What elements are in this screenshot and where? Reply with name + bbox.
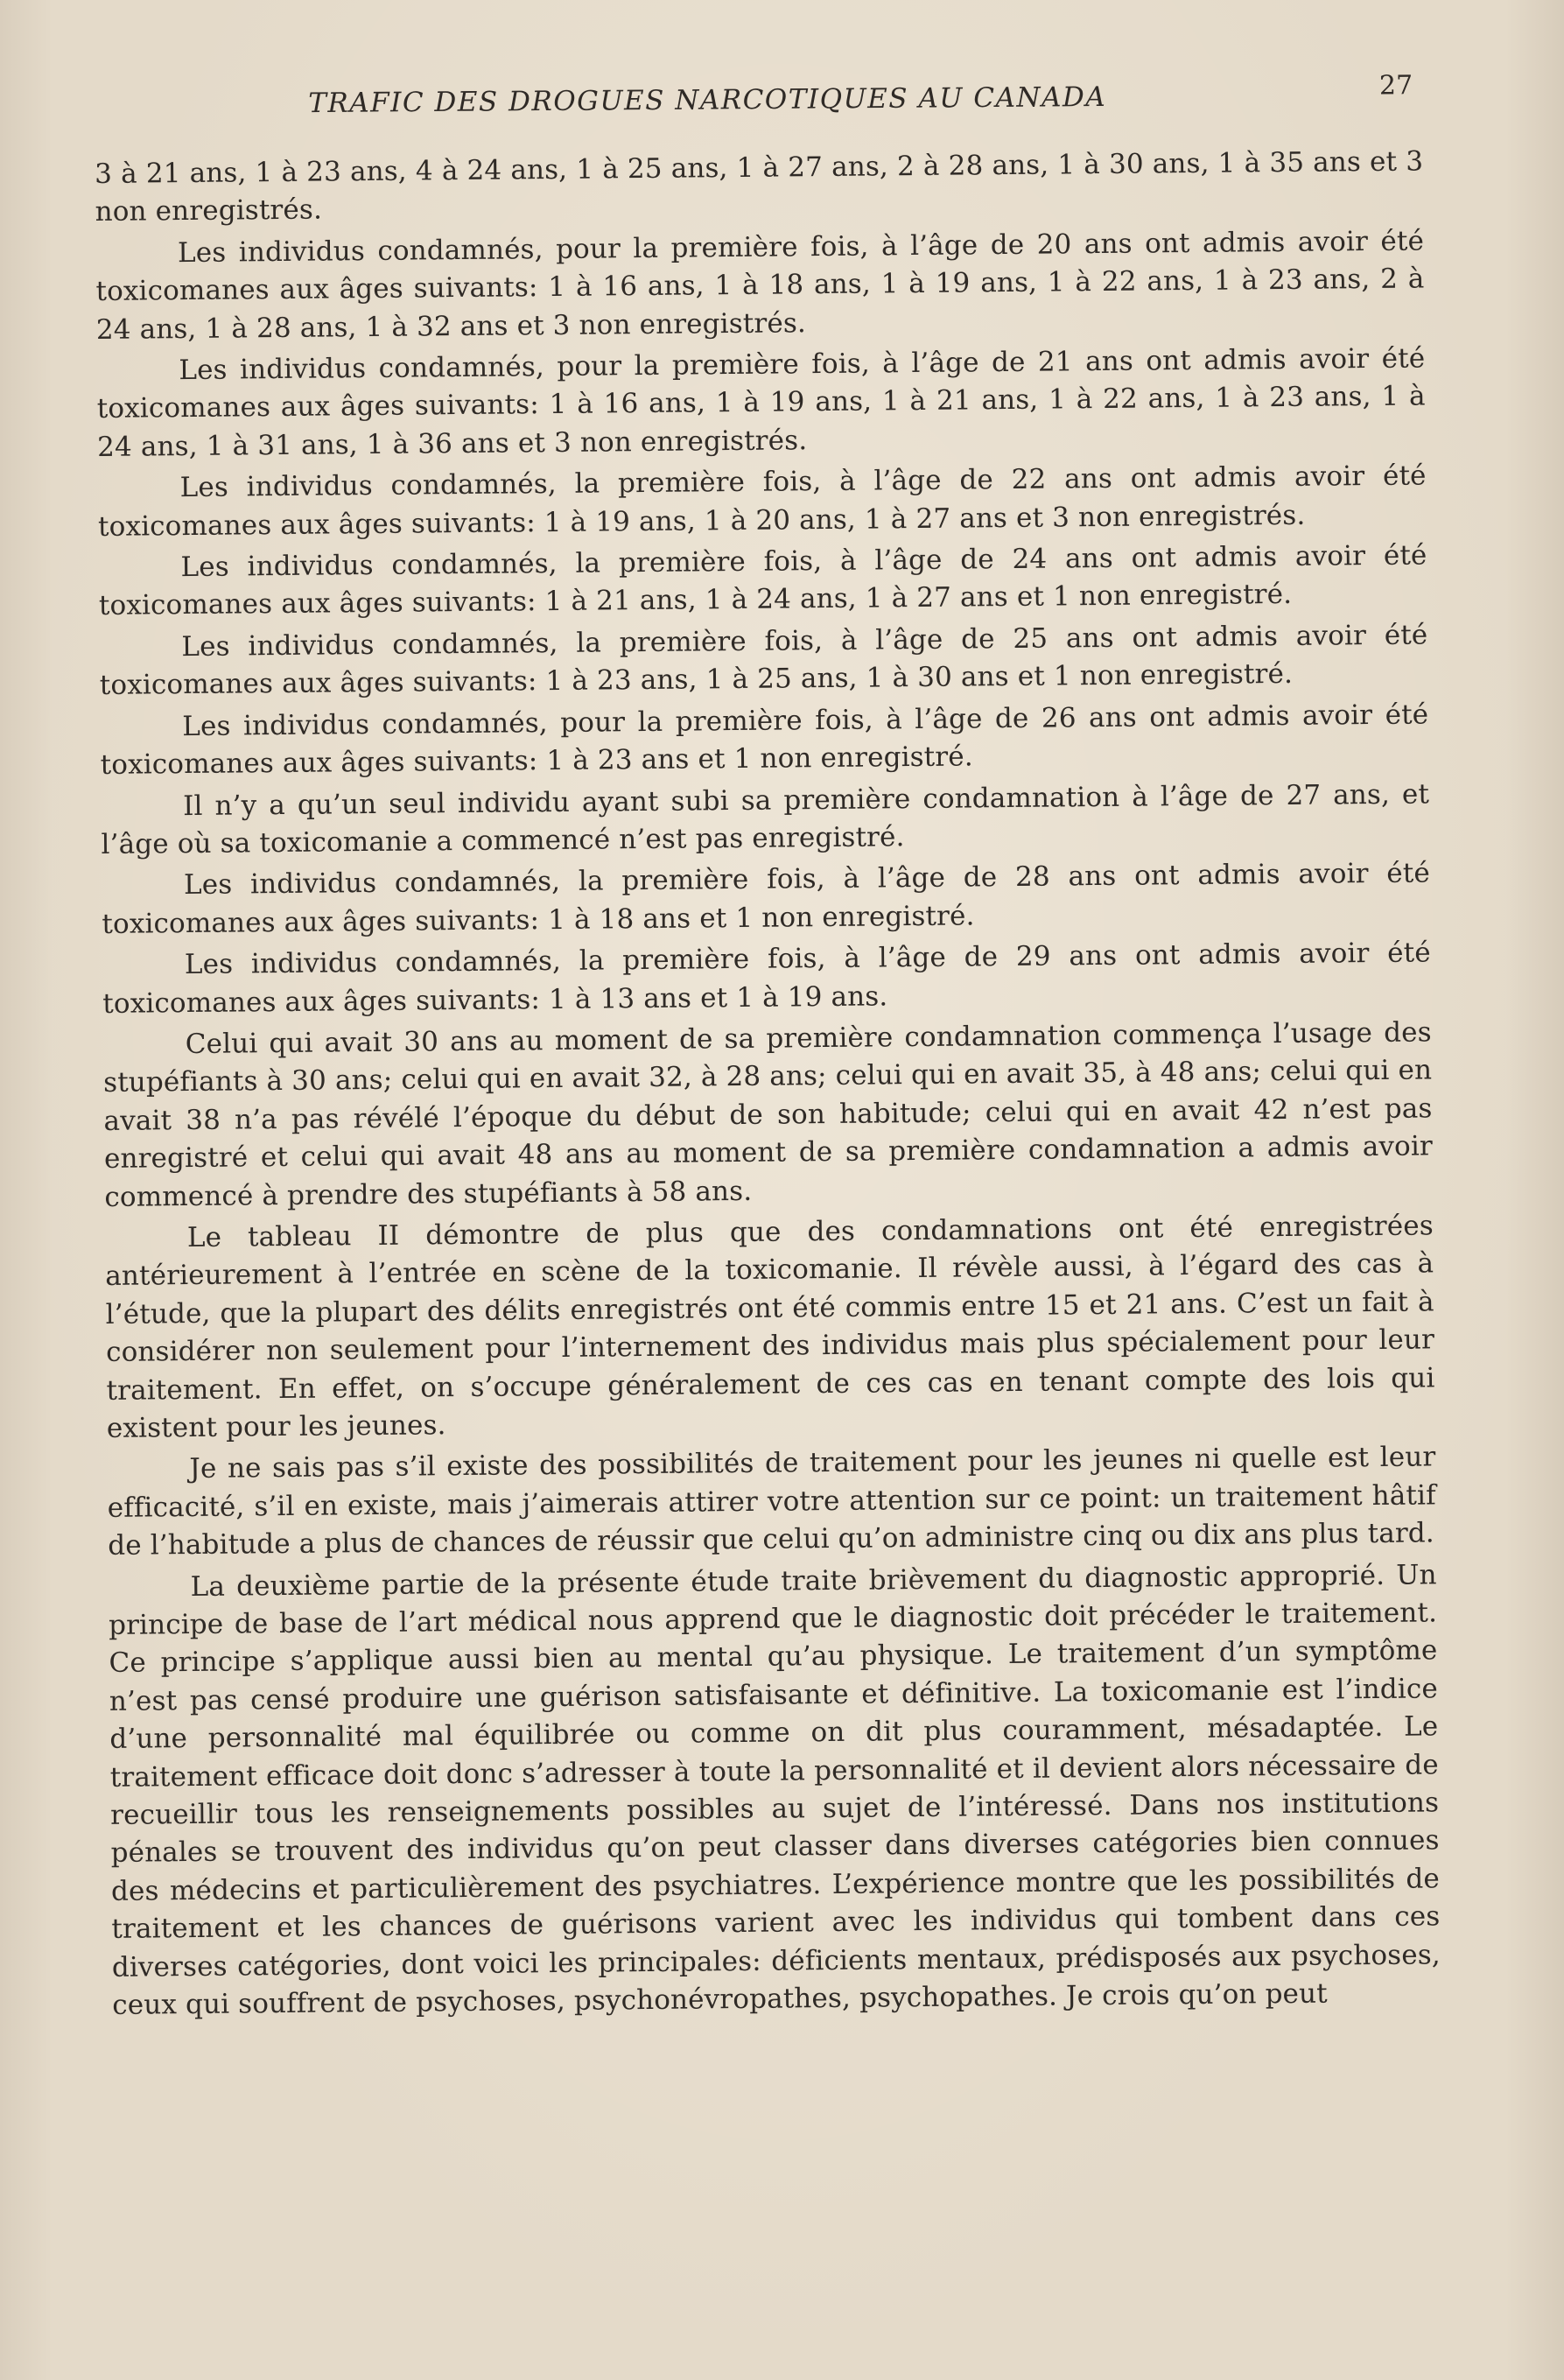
running-title: TRAFIC DES DROGUES NARCOTIQUES AU CANADA [308,81,1107,120]
paragraph-age-20: Les individus condamnés, pour la première fois, à l’âge de 20 ans ont admis avoir été toxicomanes aux âges suivants: 1 à 16 ans, 1 à 18 ans, 1 à 19 ans, 1 à 22 ans, 1 à 23 ans, 2 à 24 ans, 1 à 28 ans, 1 à 32 ans et 3 non enregistrés. [95,225,1425,346]
page-number: 27 [1378,70,1413,102]
paragraph-age-24: Les individus condamnés, la première fois, à l’âge de 24 ans ont admis avoir été toxicomanes aux âges suivants: 1 à 21 ans, 1 à 24 ans, 1 à 27 ans et 1 non enregistré. [98,539,1427,622]
paragraph-older-ages: Celui qui avait 30 ans au moment de sa première condamnation commença l’usage des stupéfiants à 30 ans; celui qui en avait 32, à 28 ans; celui qui en avait 35, à 48 ans; celui qui en avait 38 n’a pas révélé l’époque du début de son habitude; celui qui en avait 42 n’est pas enregistré et celui qui avait 48 ans au moment de sa première condamnation a admis avoir commencé à prendre des stupéfiants à 58 ans. [102,1016,1434,1213]
body-text [95,143,1441,2025]
paragraph-diagnosis: La deuxième partie de la présente étude traite brièvement du diagnostic approprié. Un principe de base de l’art médical nous apprend que le diagnostic doit précéder le traitement. Ce principe s’applique aussi bien au mental qu’au physique. Le traitement d’un symptôme n’est pas censé produire une guérison satisfaisante et définitive. La toxicomanie est l’indice d’une personnalité mal équilibrée ou comme on dit plus couramment, mésadaptée. Le traitement efficace doit donc s’adresser à toute la personnalité et il devient alors nécessaire de recueillir tous les renseignements possibles au sujet de l’intéressé. Dans nos institutions pénales se trouvent des individus qu’on peut classer dans diverses catégories bien connues des médecins et particulièrement des psychiatres. L’expérience montre que les possibilités de traitement et les chances de guérisons varient avec les individus qui tombent dans ces diverses catégories, dont voici les principales: déficients mentaux, prédisposés aux psychoses, ceux qui souffrent de psychoses, psychonévropathes, psychopathes. Je crois qu’on peut [108,1558,1441,2021]
paragraph-age-26: Les individus condamnés, pour la première fois, à l’âge de 26 ans ont admis avoir été toxicomanes aux âges suivants: 1 à 23 ans et 1 non enregistré. [100,699,1429,782]
paragraph-age-29: Les individus condamnés, la première fois, à l’âge de 29 ans ont admis avoir été toxicomanes aux âges suivants: 1 à 13 ans et 1 à 19 ans. [102,937,1431,1020]
paragraph-tableau-ii: Le tableau II démontre de plus que des condamnations ont été enregistrées antérieurement à l’entrée en scène de la toxicomanie. Il révèle aussi, à l’égard des cas à l’étude, que la plupart des délits enregistrés ont été commis entre 15 et 21 ans. C’est un fait à considérer non seulement pour l’internement des individus mais plus spécialement pour leur traitement. En effet, on s’occupe généralement de ces cas en tenant compte des lois qui existent pour les jeunes. [105,1210,1435,1444]
paragraph-age-28: Les individus condamnés, la première fois, à l’âge de 28 ans ont admis avoir été toxicomanes aux âges suivants: 1 à 18 ans et 1 non enregistré. [102,857,1431,940]
paragraph-age-27: Il n’y a qu’un seul individu ayant subi sa première condamnation à l’âge de 27 ans, et l’âge où sa toxicomanie a commencé n’est pas enregistré. [101,777,1430,860]
paragraph-continuation: 3 à 21 ans, 1 à 23 ans, 4 à 24 ans, 1 à 25 ans, 1 à 27 ans, 2 à 28 ans, 1 à 30 ans, 1 à 35 ans et 3 non enregistrés. [95,145,1424,228]
paragraph-youth-treatment: Je ne sais pas s’il existe des possibilités de traitement pour les jeunes ni quelle est leur efficacité, s’il en existe, mais j’aimerais attirer votre attention sur ce point: un traitement hâtif de l’habitude a plus de chances de réussir que celui qu’on administre cinq ou dix ans plus tard. [107,1441,1436,1562]
paragraph-age-25: Les individus condamnés, la première fois, à l’âge de 25 ans ont admis avoir été toxicomanes aux âges suivants: 1 à 23 ans, 1 à 25 ans, 1 à 30 ans et 1 non enregistré. [99,619,1428,702]
page-header [98,67,1411,130]
paragraph-age-22: Les individus condamnés, la première fois, à l’âge de 22 ans ont admis avoir été toxicomanes aux âges suivants: 1 à 19 ans, 1 à 20 ans, 1 à 27 ans et 3 non enregistrés. [97,460,1427,543]
paragraph-age-21: Les individus condamnés, pour la première fois, à l’âge de 21 ans ont admis avoir été toxicomanes aux âges suivants: 1 à 16 ans, 1 à 19 ans, 1 à 21 ans, 1 à 22 ans, 1 à 23 ans, 1 à 24 ans, 1 à 31 ans, 1 à 36 ans et 3 non enregistrés. [96,342,1426,463]
